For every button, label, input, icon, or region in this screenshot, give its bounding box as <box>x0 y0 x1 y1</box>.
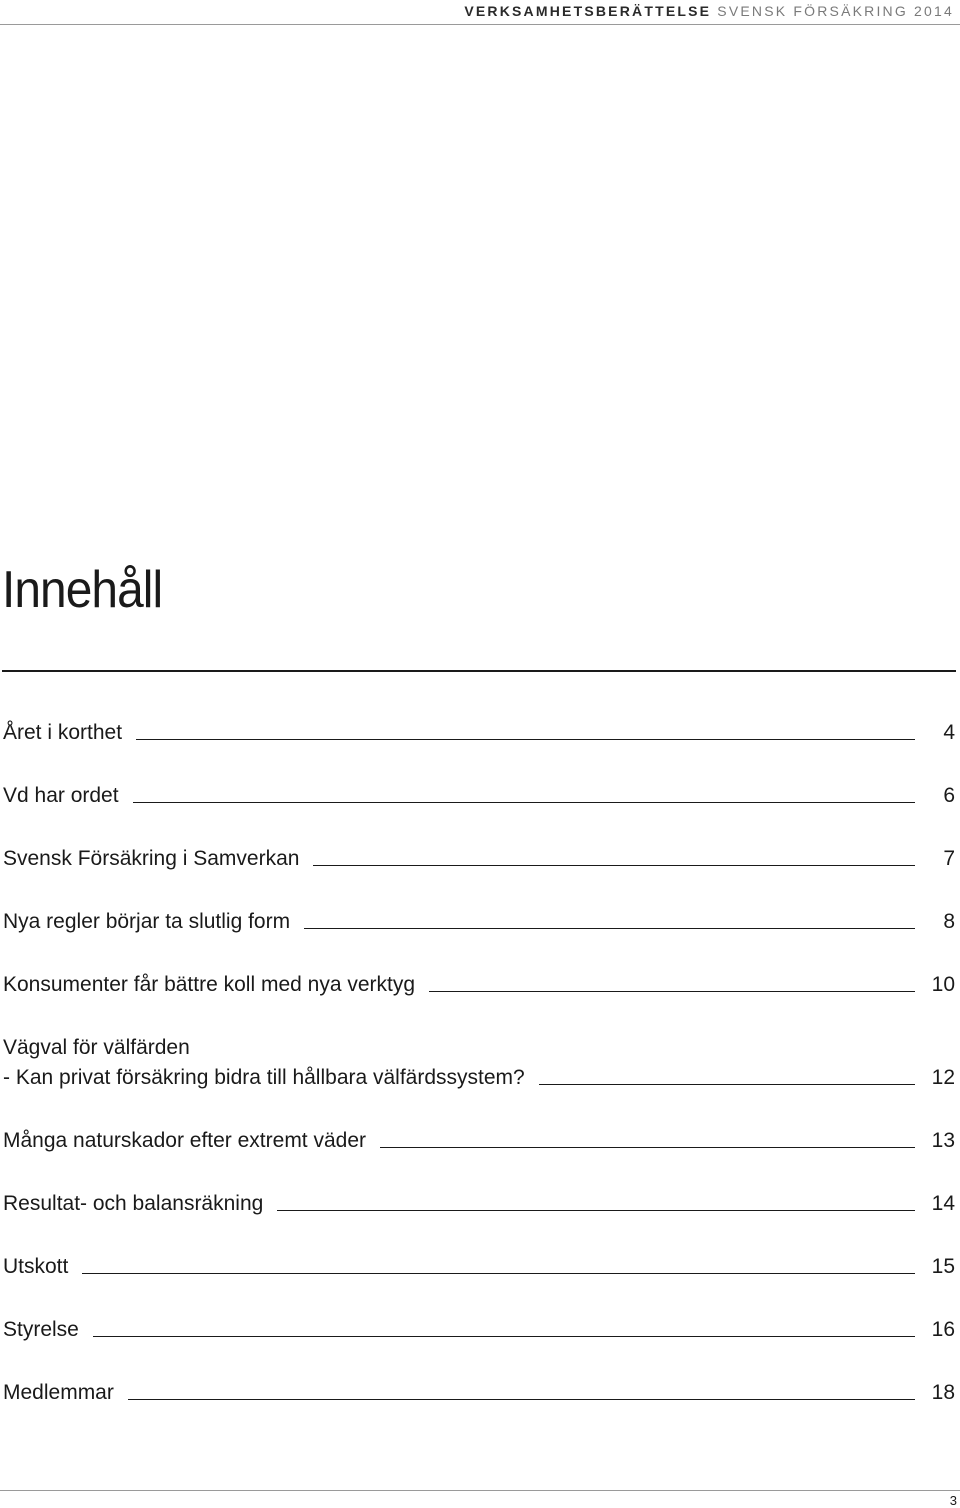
running-header <box>464 3 954 19</box>
toc-entry[interactable] <box>3 1189 955 1219</box>
toc-entry[interactable] <box>3 1252 955 1282</box>
toc-entry-title <box>3 781 119 811</box>
toc-entry[interactable] <box>3 718 955 748</box>
toc-entry-title <box>3 1189 263 1219</box>
toc-entry-title <box>3 1252 68 1282</box>
toc-entry-title <box>3 1378 114 1408</box>
toc-entry-title <box>3 970 415 1000</box>
toc-entry-title-line: Vägval för välfärden <box>3 1036 190 1059</box>
toc-entry-title-line: Medlemmar <box>3 1381 114 1404</box>
toc-entry[interactable] <box>3 844 955 874</box>
toc-leader-line <box>429 991 915 992</box>
toc-entry-title-line: Nya regler börjar ta slutlig form <box>3 910 291 933</box>
toc-entry-title-line: - Kan privat försäkring bidra till hållbara välfärdssystem? <box>3 1066 525 1089</box>
toc-entry-title <box>3 718 122 748</box>
toc-page-number: 18 <box>931 1381 955 1404</box>
toc-page-number: 4 <box>943 721 955 744</box>
page-number: 3 <box>949 1493 957 1508</box>
org-year: SVENSK FÖRSÄKRING 2014 <box>717 3 954 19</box>
toc-entry-title-line: Många naturskador efter extremt väder <box>3 1129 367 1152</box>
toc-page-number: 6 <box>943 784 955 807</box>
toc-entry[interactable] <box>3 970 955 1000</box>
report-label: VERKSAMHETSBERÄTTELSE <box>464 3 712 19</box>
toc-page-number: 7 <box>943 847 955 870</box>
toc-entry-title <box>3 907 290 937</box>
toc-page-number: 14 <box>931 1192 955 1215</box>
toc-entry-title-line: Svensk Försäkring i Samverkan <box>3 847 300 870</box>
toc-leader-line <box>93 1336 915 1337</box>
toc-entry-title <box>3 844 299 874</box>
toc-page-number: 10 <box>931 973 955 996</box>
toc-leader-line <box>128 1399 915 1400</box>
toc-leader-line <box>380 1147 915 1148</box>
toc-page-number: 16 <box>931 1318 955 1341</box>
toc-page-number: 15 <box>931 1255 955 1278</box>
toc-leader-line <box>277 1210 915 1211</box>
toc-entry-title-line: Vd har ordet <box>3 784 119 807</box>
toc-entry[interactable] <box>3 781 955 811</box>
page-title: Innehåll <box>2 561 163 619</box>
toc-page-number: 13 <box>931 1129 955 1152</box>
toc-leader-line <box>313 865 915 866</box>
toc-entry[interactable] <box>3 1033 955 1093</box>
toc-entry-title <box>3 1126 366 1156</box>
toc-entry[interactable] <box>3 1378 955 1408</box>
toc-entry[interactable] <box>3 907 955 937</box>
toc-leader-line <box>539 1084 915 1085</box>
toc-entry-title-line: Konsumenter får bättre koll med nya verktyg <box>3 973 416 996</box>
toc-leader-line <box>136 739 915 740</box>
toc-page-number: 8 <box>943 910 955 933</box>
toc-entry-title-line: Resultat- och balansräkning <box>3 1192 264 1215</box>
toc-entry[interactable] <box>3 1126 955 1156</box>
header-divider <box>0 24 960 25</box>
toc-entry-title-line: Utskott <box>3 1255 69 1278</box>
toc-entry-title-line: Året i korthet <box>3 721 123 744</box>
toc-leader-line <box>133 802 915 803</box>
toc-page-number: 12 <box>931 1066 955 1089</box>
toc-entry-title-line: Styrelse <box>3 1318 79 1341</box>
footer-divider <box>0 1490 960 1491</box>
toc-entry[interactable] <box>3 1315 955 1345</box>
toc-leader-line <box>304 928 915 929</box>
title-divider <box>2 670 956 672</box>
toc-leader-line <box>82 1273 915 1274</box>
toc-entry-title <box>3 1033 525 1093</box>
toc-entry-title <box>3 1315 79 1345</box>
